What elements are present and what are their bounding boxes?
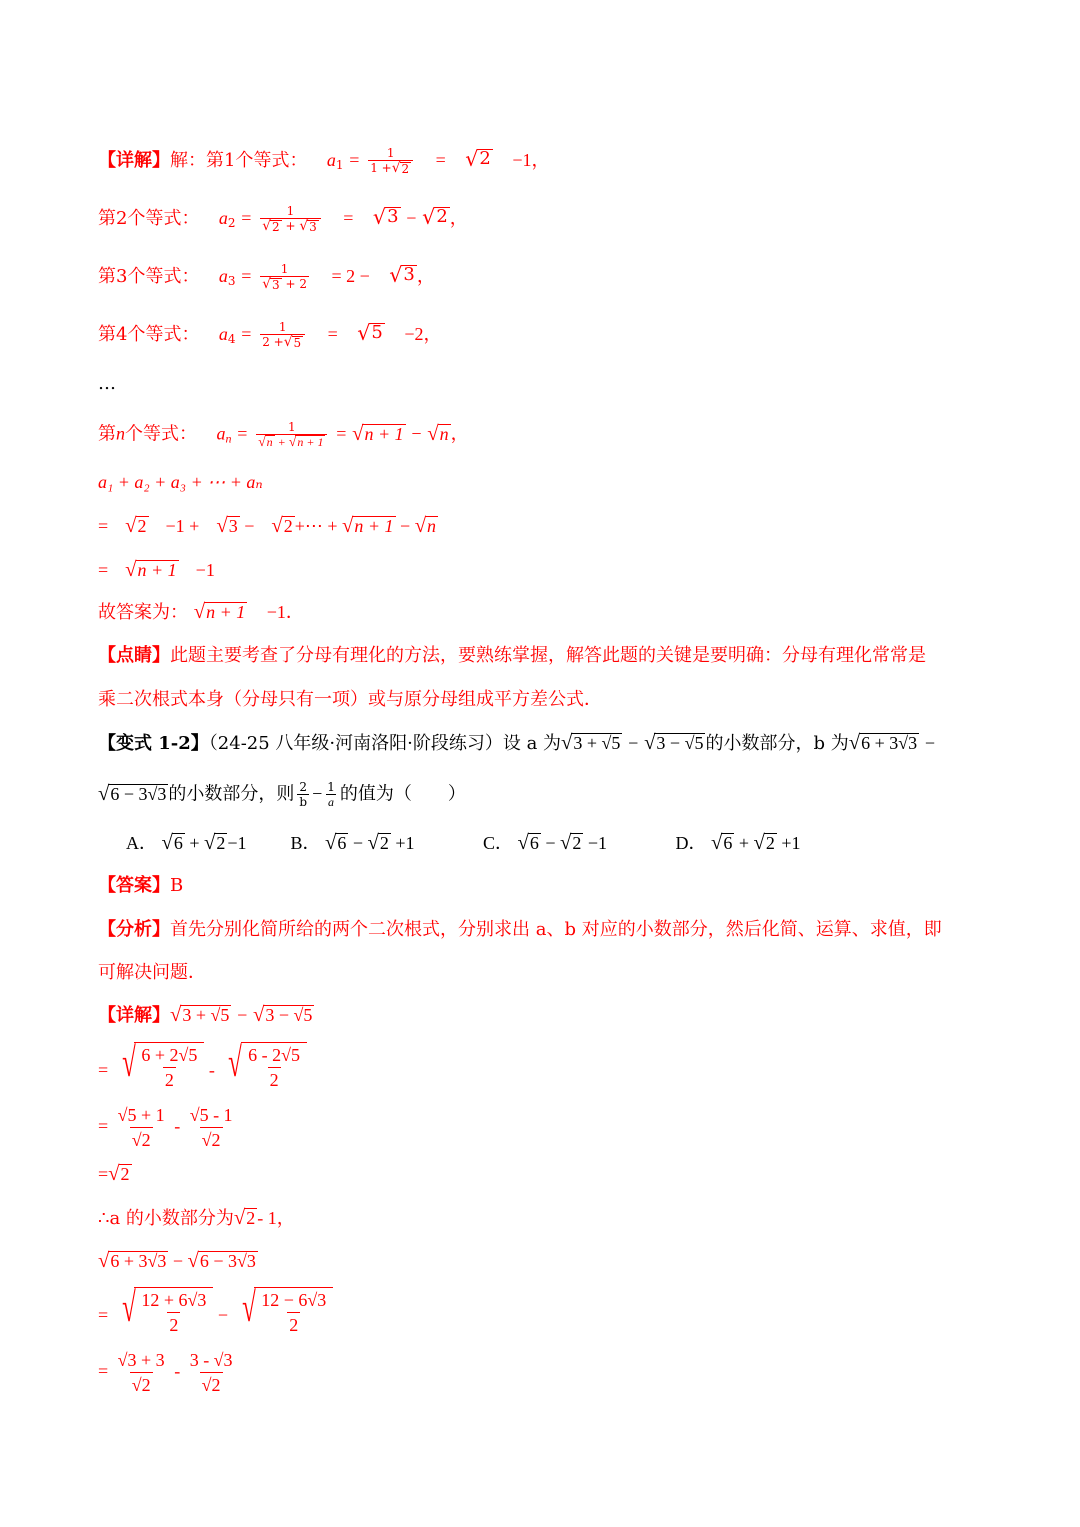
sqrt-arg: n + 1 [206, 602, 246, 622]
denominator: √2 [200, 1127, 223, 1152]
sqrt-arg: 2 [436, 205, 448, 227]
denominator: a [328, 795, 335, 809]
equals: = [349, 149, 360, 170]
detail2-line-5 [98, 1249, 258, 1273]
minus: − [406, 207, 417, 228]
denominator [368, 160, 413, 176]
sqrt: √ 2 [465, 146, 491, 171]
ellipsis: … [98, 373, 116, 394]
sqrt: √ n [427, 422, 449, 445]
sqrt-arg: 2 [120, 1164, 130, 1184]
term: +⋯ + [294, 516, 338, 536]
equation-line-4 [98, 320, 442, 351]
choice-tail: +1 [781, 833, 801, 853]
analysis-tag: 【分析】 [98, 919, 170, 940]
sqrt-arg: 6 [723, 833, 733, 853]
fraction [188, 1103, 235, 1152]
sqrt: √ $\frac{6 + 2√5}{2}$ [113, 1042, 205, 1092]
minus: − [237, 1005, 248, 1025]
line2-prefix: 第2个等式： [98, 207, 200, 229]
denominator: b [299, 795, 308, 809]
plus: + [277, 435, 286, 449]
sqrt-arg: 6 + 3√3 [861, 733, 918, 753]
denominator [260, 334, 305, 350]
question-text: 的值为（ ） [339, 783, 466, 805]
den-text: + 2 [285, 277, 307, 291]
equation-line-1 [98, 146, 550, 177]
detail2-line-6 [98, 1284, 333, 1341]
detail2-line-1 [98, 1039, 307, 1096]
variant-tag: 【变式 1-2】 [98, 733, 209, 754]
equals: = [435, 149, 446, 170]
subscript: n [225, 431, 232, 446]
analysis-line-2: 可解决问题． [98, 962, 206, 983]
var-a: a [218, 323, 228, 344]
operator: + [189, 833, 200, 853]
sqrt-arg: n [266, 435, 273, 449]
detail-tag: 【详解】 [98, 1005, 170, 1026]
detail2-line-0 [98, 1003, 314, 1028]
fraction [116, 1348, 167, 1397]
equals: = 2 − [331, 265, 370, 286]
sqrt: √ 3 [262, 276, 280, 292]
sqrt: √ 2 [391, 160, 410, 176]
line-n-prefix: 个等式： [125, 423, 197, 445]
subscript: 3 [227, 273, 236, 288]
sum-step-1 [98, 514, 438, 538]
minus: - [208, 1060, 215, 1080]
sqrt-arg: 3 + √5 [573, 733, 621, 753]
sqrt-arg: 3 [309, 220, 317, 234]
dianjing-tag: 【点睛】 [98, 645, 170, 666]
detail2-line-7 [98, 1345, 238, 1397]
numerator: 12 − 6√3 [261, 1290, 327, 1310]
subscript: 1 [335, 157, 344, 172]
sqrt-arg: 2 [216, 833, 226, 853]
line3-prefix: 第3个等式： [98, 265, 200, 287]
sqrt-arg: 3 [403, 263, 415, 285]
sqrt-arg: 2 [765, 833, 775, 853]
question-text: 设 a 为 [502, 733, 562, 754]
question-text: 的小数部分，则 [168, 783, 295, 805]
sqrt: √ 3 [372, 204, 399, 229]
dianjing-line-1 [98, 644, 926, 668]
sqrt-arg: 6 [529, 833, 539, 853]
var-n: n [116, 423, 125, 444]
sqrt: √ 3 + √5 [170, 1004, 230, 1026]
sqrt: √ n + 1 [342, 515, 394, 537]
term: −1 + [165, 516, 200, 536]
fraction [260, 320, 305, 350]
fraction [188, 1348, 235, 1397]
equation-line-n [98, 420, 469, 451]
line-tail: −2， [404, 323, 442, 344]
line-tail: ， [449, 207, 468, 229]
sqrt-arg: 3 − √5 [265, 1005, 313, 1025]
line-n-prefix: 第 [98, 423, 116, 445]
sqrt: √ 3 [216, 515, 238, 537]
numerator: 3 - √3 [189, 1350, 233, 1371]
denominator [260, 218, 321, 234]
sqrt-arg: 3 − √5 [656, 733, 704, 753]
sqrt: √ 2 [125, 515, 147, 537]
variant-question-line-2 [98, 780, 466, 809]
sqrt-arg: 6 − 3√3 [199, 1251, 256, 1271]
denominator: 2 [287, 1312, 300, 1337]
sqrt-arg: n [427, 516, 437, 536]
minus: − [172, 1251, 184, 1271]
sqrt: √ 3 [299, 218, 317, 234]
choice-tail: −1 [227, 833, 247, 853]
var-a: a [218, 207, 228, 228]
numerator: 1 [327, 780, 335, 794]
sqrt: √ n [414, 515, 437, 537]
minus: - [174, 1116, 181, 1136]
numerator: 1 [287, 420, 296, 434]
equals: = [98, 1164, 109, 1184]
line-tail: −1， [512, 149, 550, 170]
sqrt: √ n + 1 [193, 601, 246, 623]
term: − [244, 516, 255, 536]
denominator [260, 276, 309, 292]
sqrt: √ 6 + 3√3 [98, 1250, 167, 1272]
choice-d[interactable] [676, 831, 801, 855]
denominator: 2 [163, 1067, 176, 1092]
minus: − [628, 733, 639, 753]
equals: = [98, 516, 109, 536]
sqrt: √ 2 [271, 515, 293, 537]
numerator: 12 + 6√3 [141, 1290, 207, 1310]
equals: = [98, 1060, 109, 1080]
choice-b[interactable] [291, 831, 479, 855]
denominator: 2 [268, 1067, 281, 1092]
denominator: √2 [200, 1372, 223, 1397]
minus: − [217, 1305, 229, 1325]
line-tail: - 1， [257, 1208, 295, 1228]
sqrt: √ 2 [753, 832, 775, 854]
choice-label: B． [290, 833, 321, 853]
sqrt-arg: 3 [228, 516, 238, 536]
choice-label: C． [483, 833, 514, 853]
sqrt: √ $\frac{12 - 6√3}{2}$ [233, 1287, 334, 1337]
sqrt-arg: n + 1 [137, 560, 177, 580]
detail2-line-2 [98, 1100, 238, 1152]
equals: = [241, 207, 252, 228]
var-a: a [326, 149, 336, 170]
variant-question-line-1 [98, 731, 935, 756]
equals: = [241, 265, 252, 286]
plus: + [285, 219, 296, 233]
fraction [297, 780, 309, 809]
var-a: a [216, 423, 226, 444]
operator: − [352, 833, 364, 853]
denominator: 2 [167, 1312, 180, 1337]
numerator: 1 [286, 204, 295, 218]
numerator: 6 + 2√5 [141, 1045, 198, 1065]
numerator: 2 [299, 780, 308, 794]
answer-value: B [170, 875, 184, 896]
equals: = [237, 423, 248, 444]
fraction [139, 1043, 199, 1092]
fraction [139, 1288, 208, 1337]
denominator: √2 [130, 1127, 153, 1152]
numerator: √5 + 1 [117, 1105, 165, 1126]
fraction [260, 204, 321, 234]
numerator: √5 - 1 [189, 1105, 233, 1126]
answer-tag: 【答案】 [98, 875, 170, 896]
fraction [116, 1103, 167, 1152]
sum-expression: a₁ + a₂ + a₃ + ⋯ + aₙ [98, 472, 263, 492]
term: − [400, 516, 411, 536]
sqrt: √ 3 [389, 262, 415, 287]
minus: − [411, 423, 422, 444]
sqrt: √ 6 + 3√3 [848, 732, 918, 754]
dianjing-line-2: 乘二次根式本身（分母只有一项）或与原分母组成平方差公式． [98, 689, 602, 710]
dianjing-text: 此题主要考查了分母有理化的方法，要熟练掌握，解答此题的关键是要明确：分母有理化常常是 [170, 645, 926, 666]
sqrt: √ 5 [357, 320, 383, 345]
sqrt-arg: 3 [271, 278, 280, 292]
choice-tail: +1 [395, 833, 415, 853]
sqrt-arg: 5 [293, 336, 302, 350]
minus: - [174, 1361, 181, 1381]
sqrt-arg: 3 [387, 205, 399, 227]
sqrt: √ 2 [108, 1163, 130, 1185]
sqrt-arg: 2 [246, 1208, 256, 1228]
sqrt: √ 3 − √5 [644, 732, 704, 754]
detail2-line-4 [98, 1206, 295, 1231]
sqrt: √ n + 1 [125, 559, 177, 581]
sqrt-arg: n + 1 [297, 435, 324, 449]
fraction [259, 1288, 328, 1337]
var-a: a [218, 265, 228, 286]
sqrt-arg: n + 1 [354, 516, 394, 536]
numerator: 1 [386, 146, 395, 160]
sqrt: √ 2 [367, 832, 389, 854]
sqrt-arg: n [439, 423, 449, 444]
detail-tag: 【详解】 [98, 149, 170, 171]
sqrt: √ 3 + √5 [561, 732, 621, 754]
fraction [260, 262, 309, 292]
sqrt: √ n + 1 [288, 434, 324, 449]
fraction [325, 780, 337, 809]
line-tail: −1． [266, 602, 304, 622]
sqrt-arg: 6 − 3√3 [110, 783, 167, 804]
numerator: 1 [280, 262, 289, 276]
sqrt-arg: 2 [479, 147, 491, 169]
sqrt: √ 6 − 3√3 [187, 1250, 256, 1272]
equals: = [343, 207, 354, 228]
sqrt: √ 2 [262, 218, 280, 234]
equals: = [327, 323, 338, 344]
analysis-text: 首先分别化简所给的两个二次根式，分别求出 a、b 对应的小数部分，然后化简、运算、求值，即 [170, 919, 942, 940]
choice-label: D． [675, 833, 707, 853]
sqrt-arg: n + 1 [364, 423, 404, 444]
sqrt-arg: 6 [173, 833, 183, 853]
sqrt: √ $\frac{12 + 6√3}{2}$ [113, 1287, 214, 1337]
choice-a[interactable] [126, 831, 286, 855]
den-text: 2 + [262, 335, 284, 349]
choice-tail: −1 [587, 833, 608, 853]
fraction [246, 1043, 302, 1092]
sqrt: √ 6 [161, 832, 183, 854]
detail2-line-3 [98, 1162, 132, 1186]
numerator: 6 - 2√5 [248, 1045, 300, 1065]
sqrt-arg: 2 [137, 516, 147, 536]
denominator: √2 [130, 1372, 153, 1397]
equation-line-2 [98, 204, 468, 235]
equals: = [336, 423, 347, 444]
equals: = [98, 1305, 109, 1325]
sqrt-arg: 2 [283, 516, 293, 536]
operator: + [738, 833, 750, 853]
answer-prefix: 故答案为： [98, 602, 188, 623]
sqrt-arg: 2 [401, 162, 410, 176]
minus: − [924, 733, 935, 753]
sqrt: √ 2 [422, 204, 448, 229]
sqrt: √ 2 [233, 1207, 256, 1229]
analysis-line-1 [98, 918, 942, 942]
sqrt-arg: 2 [379, 833, 389, 853]
equals: = [98, 1116, 109, 1136]
sqrt: √ 2 [560, 832, 582, 854]
sqrt-arg: 2 [572, 833, 582, 853]
answer-line [98, 600, 304, 625]
sqrt: √ 5 [283, 334, 302, 350]
line-tail: ， [416, 265, 435, 287]
sqrt: √ 3 − √5 [253, 1004, 313, 1026]
sqrt-arg: 5 [371, 321, 383, 343]
equals: = [98, 560, 109, 580]
choices-row [126, 831, 801, 855]
minus: − [312, 783, 323, 804]
choice-label: A． [126, 833, 157, 853]
equals: = [241, 323, 252, 344]
sqrt: √ 2 [204, 832, 226, 854]
sqrt: √ 6 − 3√3 [98, 782, 167, 805]
line1-prefix: 解：第1个等式： [170, 149, 308, 171]
subscript: 2 [227, 215, 236, 230]
conclusion-text: ∴a 的小数部分为 [98, 1208, 234, 1229]
line-tail: ， [450, 423, 469, 445]
sqrt-arg: 6 + 3√3 [110, 1251, 167, 1271]
operator: − [545, 833, 556, 853]
term: −1 [195, 560, 215, 580]
den-text: 1 + [370, 161, 392, 175]
sqrt: √ 6 [711, 832, 733, 854]
denominator [256, 434, 327, 449]
subscript: 4 [227, 331, 236, 346]
fraction [256, 420, 327, 449]
sqrt: √ n [258, 434, 273, 449]
sum-step-2 [98, 558, 215, 582]
line4-prefix: 第4个等式： [98, 323, 200, 345]
sqrt: √ $\frac{6 - 2√5}{2}$ [219, 1042, 307, 1092]
sqrt: √ n + 1 [352, 422, 404, 445]
sqrt-arg: 6 [337, 833, 347, 853]
sqrt: √ 6 [325, 832, 347, 854]
sqrt-arg: 2 [271, 220, 280, 234]
variant-source: （24-25 八年级·河南洛阳·阶段练习） [208, 733, 503, 754]
sqrt-arg: 3 + √5 [182, 1005, 230, 1025]
answer-tag-line [98, 874, 183, 898]
equation-line-3 [98, 262, 435, 293]
fraction [368, 146, 413, 176]
equals: = [98, 1361, 109, 1381]
choice-c[interactable] [483, 831, 671, 855]
numerator: 1 [278, 320, 287, 334]
sqrt: √ 6 [517, 832, 539, 854]
question-text: 的小数部分，b 为 [705, 733, 849, 754]
numerator: √3 + 3 [117, 1350, 165, 1371]
